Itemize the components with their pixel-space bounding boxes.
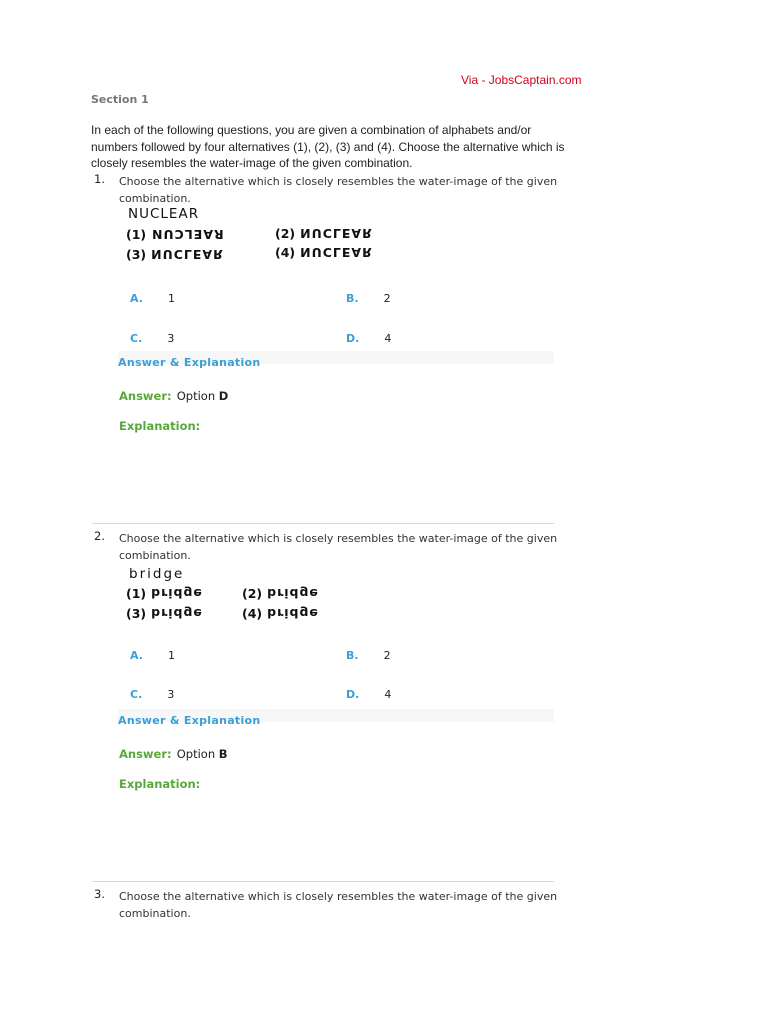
option-c[interactable]: C. 3 [130, 332, 175, 345]
explanation-label: Explanation: [119, 419, 201, 433]
answer-explanation-bar[interactable] [118, 709, 554, 727]
figure-option-1: (1) bridge [126, 586, 203, 601]
option-b[interactable]: B. 2 [346, 292, 391, 305]
question-divider [92, 523, 554, 524]
question-figure [126, 565, 346, 625]
figure-option-4: (4) bridge [242, 606, 319, 621]
option-d[interactable]: D. 4 [346, 332, 392, 345]
figure-option-2: (2) NUCLEAR [275, 226, 373, 241]
question-text: Choose the alternative which is closely resembles the water-image of the given combination. [119, 532, 558, 562]
figure-word: bridge [129, 566, 185, 582]
figure-option-3: (3) NUCLEAR [126, 247, 224, 262]
question-text: Choose the alternative which is closely resembles the water-image of the given combination. [119, 175, 558, 205]
option-d[interactable]: D. 4 [346, 688, 392, 701]
figure-option-1: (1) RAELCUN [126, 227, 224, 242]
option-a[interactable]: A. 1 [130, 292, 175, 305]
figure-word: NUCLEAR [128, 206, 200, 222]
figure-option-3: (3) bridge [126, 606, 203, 621]
section-title: Section 1 [91, 93, 149, 106]
answer-letter: B [218, 747, 228, 761]
question-text: Choose the alternative which is closely resembles the water-image of the given combination. [119, 890, 558, 920]
instructions-paragraph: In each of the following questions, you are given a combination of alphabets and/or numbers followed by four alternatives (1), (2), (3) and (4). Choose the alternative which is closely resembles the water-image of the given combination. [91, 123, 565, 170]
figure-option-4: (4) NUCLEAR [275, 245, 373, 260]
answer-explanation-bar[interactable] [118, 351, 554, 369]
answer-explanation-link[interactable]: Answer & Explanation [118, 356, 261, 369]
explanation-label: Explanation: [119, 777, 201, 791]
option-c[interactable]: C. 3 [130, 688, 175, 701]
option-b[interactable]: B. 2 [346, 649, 391, 662]
figure-option-2: (2) bridge [242, 586, 319, 601]
question-number: 1. [94, 172, 105, 186]
question-number: 2. [94, 529, 105, 543]
answer-letter: D [218, 389, 229, 403]
question-divider [92, 881, 554, 882]
source-credit: Via - JobsCaptain.com [461, 73, 582, 87]
answer-line: Answer: Option D [119, 389, 229, 403]
option-a[interactable]: A. 1 [130, 649, 175, 662]
answer-line: Answer: Option B [119, 747, 228, 761]
question-number: 3. [94, 887, 105, 901]
answer-explanation-link[interactable]: Answer & Explanation [118, 714, 261, 727]
question-figure [126, 206, 406, 266]
